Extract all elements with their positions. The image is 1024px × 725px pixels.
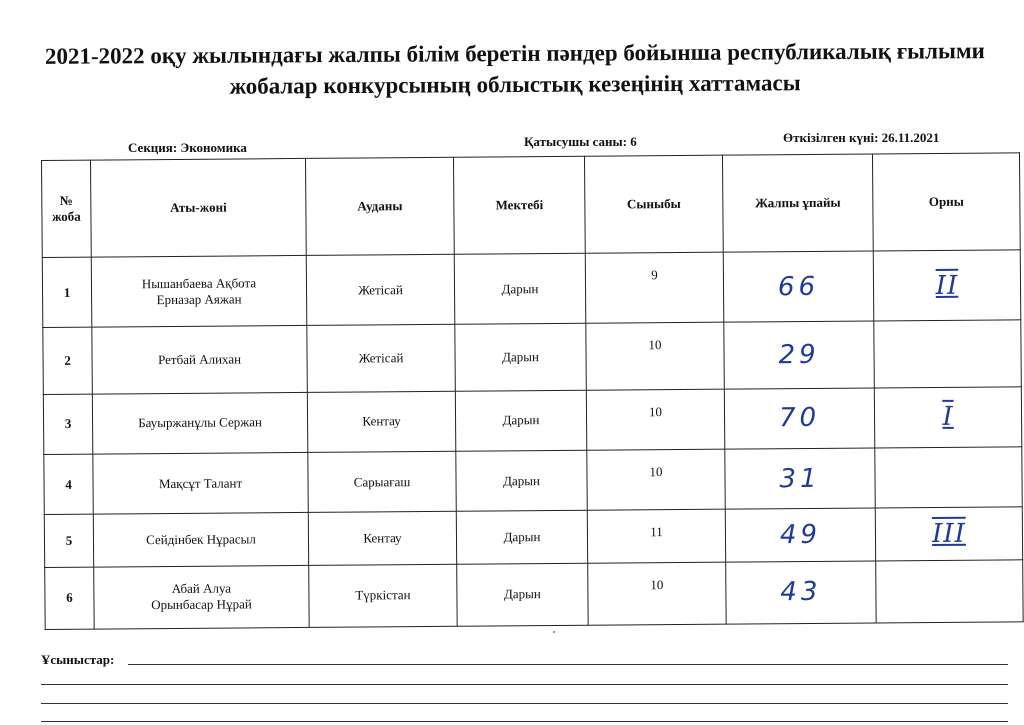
row-district: Сарыағаш bbox=[308, 451, 456, 512]
row-grade: 10 bbox=[588, 562, 726, 625]
handwritten-place: III bbox=[931, 518, 966, 549]
row-name-line1: Бауыржанұлы Сержан bbox=[138, 414, 263, 431]
section-label: Секция: Экономика bbox=[128, 140, 247, 155]
row-school: Дарын bbox=[455, 324, 587, 391]
row-name-line1: Абай Алуа bbox=[171, 580, 232, 597]
row-grade: 10 bbox=[586, 389, 724, 450]
table-row bbox=[43, 387, 1021, 455]
row-grade: 10 bbox=[586, 323, 725, 390]
results-table-wrapper bbox=[41, 152, 1023, 630]
column-header-grade: Сыныбы bbox=[584, 155, 723, 253]
row-school: Дарын bbox=[454, 253, 586, 324]
row-name-line1: Нышанбаева Ақбота bbox=[141, 275, 257, 291]
handwritten-score: 49 bbox=[779, 519, 822, 551]
row-grade: 10 bbox=[587, 449, 725, 510]
row-place bbox=[876, 559, 1023, 623]
row-num: 2 bbox=[43, 327, 93, 394]
handwritten-score: 66 bbox=[777, 271, 820, 302]
row-num: 4 bbox=[44, 454, 93, 515]
row-place bbox=[874, 387, 1021, 448]
proposals-line-3 bbox=[41, 703, 1008, 704]
row-name bbox=[93, 513, 308, 567]
column-header-num-line1: № bbox=[59, 192, 73, 208]
handwritten-place: I bbox=[942, 402, 954, 433]
row-grade: 9 bbox=[585, 252, 724, 323]
handwritten-score: 29 bbox=[778, 339, 820, 371]
row-num: 5 bbox=[44, 514, 93, 567]
row-place bbox=[873, 250, 1021, 322]
column-header-district: Ауданы bbox=[305, 157, 454, 255]
row-school: Дарын bbox=[455, 390, 586, 451]
row-school: Дарын bbox=[456, 450, 587, 511]
row-score bbox=[726, 561, 876, 625]
row-score bbox=[724, 388, 874, 449]
proposals-line-1 bbox=[128, 664, 1008, 665]
row-name bbox=[94, 565, 309, 629]
row-district: Кентау bbox=[308, 512, 456, 565]
row-num: 1 bbox=[42, 257, 92, 328]
row-place bbox=[875, 447, 1022, 508]
row-district: Жетісай bbox=[307, 325, 456, 393]
participants-count: Қатысушы саны: 6 bbox=[524, 134, 637, 149]
row-district: Жетісай bbox=[306, 254, 455, 326]
row-name-line1: Мақсұт Талант bbox=[158, 475, 243, 491]
row-score bbox=[725, 508, 875, 561]
column-header-place: Орны bbox=[872, 153, 1020, 251]
row-name-line2: Орынбасар Нұрай bbox=[151, 596, 252, 613]
document-title bbox=[20, 35, 1010, 103]
handwritten-score: 43 bbox=[780, 577, 822, 608]
table-row bbox=[43, 320, 1021, 394]
row-name-line1: Сейдінбек Нұрасыл bbox=[146, 531, 256, 548]
column-header-school: Мектебі bbox=[453, 156, 585, 254]
column-header-num bbox=[42, 160, 92, 257]
table-header-row bbox=[42, 153, 1021, 258]
table-row bbox=[42, 250, 1021, 328]
column-header-score: Жалпы ұпайы bbox=[722, 154, 873, 252]
table-row bbox=[44, 507, 1022, 567]
row-num: 3 bbox=[43, 394, 92, 455]
title-line-2: жобалар конкурсының облыстық кезеңінің хаттамасы bbox=[229, 70, 801, 99]
row-name bbox=[93, 452, 308, 514]
column-header-name: Аты-жөні bbox=[91, 158, 307, 257]
row-name-line1: Ретбай Алихан bbox=[158, 351, 242, 368]
row-name bbox=[92, 392, 307, 454]
proposals-line-4 bbox=[41, 721, 1008, 722]
table-row bbox=[45, 559, 1023, 629]
row-school: Дарын bbox=[456, 511, 587, 564]
event-date: Өткізілген күні: 26.11.2021 bbox=[783, 130, 940, 145]
column-header-num-line2: жоба bbox=[52, 208, 81, 224]
row-score bbox=[723, 251, 874, 323]
row-name-line2: Ерназар Аяжан bbox=[156, 291, 242, 307]
row-place bbox=[874, 320, 1022, 387]
scan-speck bbox=[553, 631, 555, 633]
handwritten-place: II bbox=[935, 270, 959, 301]
row-name bbox=[92, 326, 308, 394]
handwritten-score: 31 bbox=[779, 463, 821, 494]
title-line-1: 2021-2022 оқу жылындағы жалпы білім беретін пәндер бойынша республикалық ғылыми bbox=[44, 38, 985, 69]
proposals-label: Ұсыныстар: bbox=[41, 652, 115, 667]
table-row bbox=[44, 447, 1022, 515]
proposals-line-2 bbox=[41, 684, 1008, 685]
results-table bbox=[41, 152, 1024, 630]
row-place bbox=[875, 507, 1022, 560]
row-num: 6 bbox=[45, 567, 94, 630]
row-score bbox=[725, 448, 875, 509]
row-district: Түркістан bbox=[309, 564, 457, 628]
row-district: Кентау bbox=[307, 391, 455, 452]
row-grade: 11 bbox=[587, 509, 725, 562]
handwritten-score: 70 bbox=[778, 403, 821, 434]
row-name bbox=[91, 255, 307, 327]
row-score bbox=[724, 321, 875, 389]
row-school: Дарын bbox=[457, 563, 588, 626]
